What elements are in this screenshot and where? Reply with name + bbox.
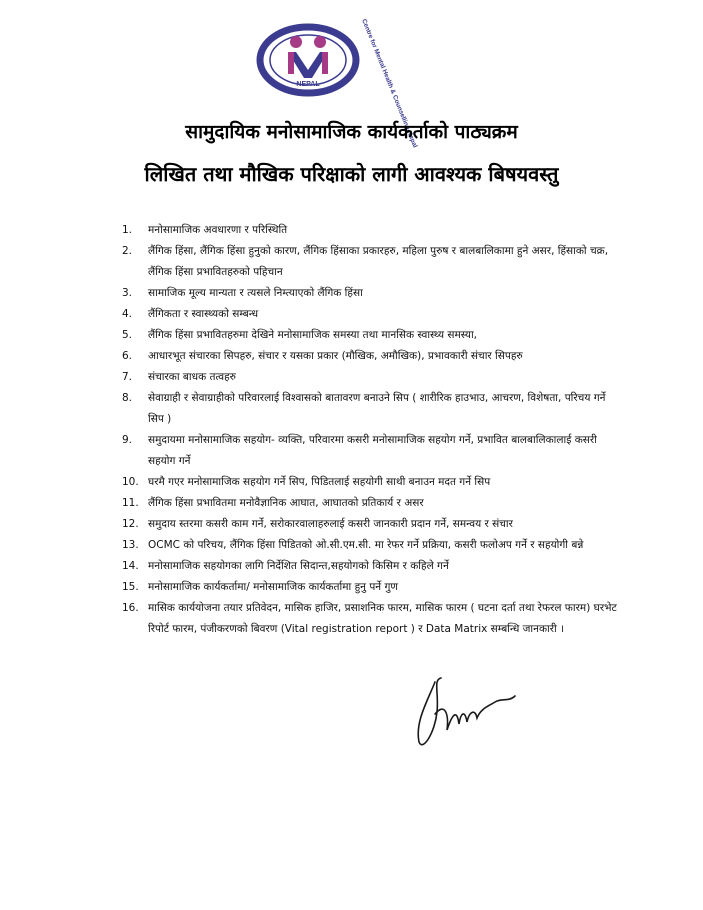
topic-text: समुदाय स्तरमा कसरी काम गर्ने, सरोकारवालाहरुलाई कसरी जानकारी प्रदान गर्ने, समन्वय र संचार [148, 518, 513, 530]
topic-item [118, 577, 618, 598]
page-title: सामुदायिक मनोसामाजिक कार्यकर्ताको पाठ्यक्रम [185, 121, 518, 143]
topic-text: घरमै गएर मनोसामाजिक सहयोग गर्ने सिप, पिडितलाई सहयोगी साथी बनाउन मदत गर्ने सिप [148, 476, 491, 488]
topic-item [118, 514, 618, 535]
topic-number: 6. [122, 350, 133, 362]
topic-number: 14. [122, 560, 139, 572]
topic-text: मासिक कार्ययोजना तयार प्रतिवेदन, मासिक हाजिर, प्रसाशनिक फारम, मासिक फारम ( घटना दर्ता तथा रेफरल फारम) घरभेट रिपोर्ट फारम, पंजीकरणको बिवरण (Vital registration report ) र Data Matrix सम्बन्धि जानकारी । [148, 602, 617, 635]
handwritten-signature [405, 672, 525, 754]
topic-item [118, 556, 618, 577]
topic-item [118, 367, 618, 388]
topic-text: मनोसामाजिक सहयोगका लागि निर्देशित सिदान्त,सहयोगको किसिम र कहिले गर्ने [148, 560, 449, 572]
topic-number: 9. [122, 434, 133, 446]
topic-text: समुदायमा मनोसामाजिक सहयोग- व्यक्ति, परिवारमा कसरी मनोसामाजिक सहयोग गर्ने, प्रभावित बालबालिकालाई कसरी सहयोग गर्ने [148, 434, 597, 467]
topic-item [118, 388, 618, 430]
logo-wordmark: NEPAL [296, 81, 320, 88]
topic-item [118, 304, 618, 325]
topic-number: 11. [122, 497, 139, 509]
topic-text: सेवाग्राही र सेवाग्राहीको परिवारलाई विश्वासको बातावरण बनाउने सिप ( शारीरिक हाउभाउ, आचरण, विशेषता, परिचय गर्ने सिप ) [148, 392, 606, 425]
topic-list [118, 220, 618, 640]
topic-item [118, 493, 618, 514]
topic-item [118, 535, 618, 556]
topic-number: 4. [122, 308, 133, 320]
topic-text: सामाजिक मूल्य मान्यता र त्यसले निम्त्याएको लैंगिक हिंसा [148, 287, 363, 299]
topic-number: 2. [122, 245, 133, 257]
topic-item [118, 598, 618, 640]
topic-text: लैंगिक हिंसा प्रभावितमा मनोवैज्ञानिक आघात, आघातको प्रतिकार्य र असर [148, 497, 424, 509]
topic-text: लैंगिकता र स्वास्थ्यको सम्बन्ध [148, 308, 259, 320]
topic-number: 10. [122, 476, 139, 488]
topic-item [118, 346, 618, 367]
topic-item [118, 220, 618, 241]
topic-item [118, 325, 618, 346]
page-subtitle: लिखित तथा मौखिक परिक्षाको लागी आवश्यक बिषयवस्तु [144, 162, 559, 186]
topic-number: 15. [122, 581, 139, 593]
topic-number: 13. [122, 539, 139, 551]
topic-number: 7. [122, 371, 133, 383]
topic-text: आधारभूत संचारका सिपहरु, संचार र यसका प्रकार (मौखिक, अमौखिक), प्रभावकारी संचार सिपहरु [148, 350, 523, 362]
topic-text: लैंगिक हिंसा, लैंगिक हिंसा हुनुको कारण, लैंगिक हिंसाका प्रकारहरु, महिला पुरुष र बालबालिकामा हुने असर, हिंसाको चक्र, लैंगिक हिंसा प्रभावितहरुको पहिचान [148, 245, 609, 278]
topic-number: 3. [122, 287, 133, 299]
topic-item [118, 472, 618, 493]
topic-item [118, 241, 618, 283]
topic-number: 16. [122, 602, 139, 614]
topic-text: मनोसामाजिक कार्यकर्तामा/ मनोसामाजिक कार्यकर्तामा हुनु पर्ने गुण [148, 581, 398, 593]
topic-item [118, 430, 618, 472]
topic-text: OCMC को परिचय, लैंगिक हिंसा पिडितको ओ.सी.एम.सी. मा रेफर गर्ने प्रक्रिया, कसरी फलोअप गर्ने र सहयोगी बन्ने [148, 539, 584, 551]
topic-text: संचारका बाधक तत्वहरु [148, 371, 236, 383]
topic-text: मनोसामाजिक अवधारणा र परिस्थिति [148, 224, 288, 236]
topic-text: लैंगिक हिंसा प्रभावितहरुमा देखिने मनोसामाजिक समस्या तथा मानसिक स्वास्थ्य समस्या, [148, 329, 478, 341]
topic-number: 1. [122, 224, 133, 236]
svg-text:Centre for Mental Health & Cou: Centre for Mental Health & Counselling-Nepal [360, 18, 419, 149]
topic-number: 8. [122, 392, 133, 404]
topic-item [118, 283, 618, 304]
topic-number: 5. [122, 329, 133, 341]
topic-number: 12. [122, 518, 139, 530]
